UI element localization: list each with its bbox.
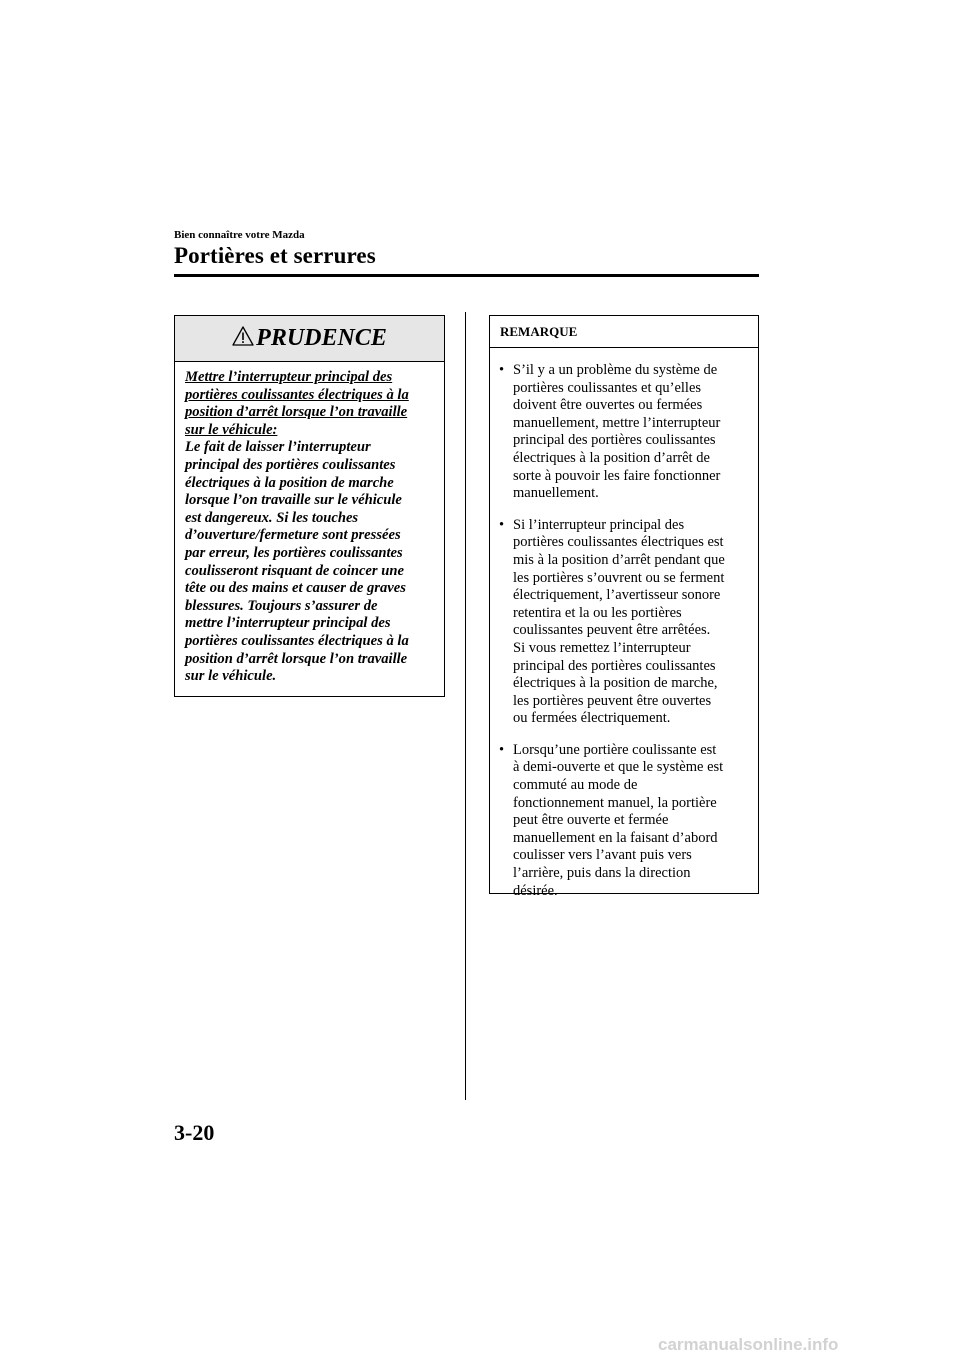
caution-text-line: lorsque l’on travaille sur le véhicule	[185, 492, 402, 509]
note-line: électriques à la position d’arrêt de	[513, 449, 710, 466]
caution-text-line: sur le véhicule.	[185, 668, 277, 685]
note-list	[490, 348, 758, 900]
note-line: les portières s’ouvrent ou se ferment	[513, 569, 725, 586]
note-line: Lorsqu’une portière coulissante est	[513, 741, 717, 758]
note-line: doivent être ouvertes ou fermées	[513, 397, 703, 414]
caution-heading-line: Mettre l’interrupteur principal des	[185, 369, 393, 385]
note-line: principal des portières coulissantes	[513, 657, 716, 674]
caution-heading-line: sur le véhicule:	[185, 421, 278, 438]
bullet-icon: •	[499, 741, 505, 758]
caution-text-line: est dangereux. Si les touches	[185, 509, 359, 526]
note-line: manuellement, mettre l’interrupteur	[513, 414, 721, 431]
note-item	[496, 362, 752, 503]
header-rule	[174, 274, 759, 277]
chapter-title: Portières et serrures	[174, 243, 376, 268]
note-line: fonctionnement manuel, la portière	[513, 794, 717, 811]
caution-text-line: tête ou des mains et causer de graves	[185, 580, 406, 597]
caution-text-line: par erreur, les portières coulissantes	[185, 544, 403, 561]
caution-header	[175, 316, 444, 362]
note-line: l’arrière, puis dans la direction	[513, 865, 691, 882]
note-box	[489, 315, 759, 899]
note-line: coulissantes peuvent être arrêtées.	[513, 622, 711, 639]
note-item	[496, 517, 752, 728]
caution-text	[185, 439, 444, 685]
caution-text-line: coulisseront risquant de coincer une	[185, 562, 404, 579]
note-line: électriquement, l’avertisseur sonore	[513, 587, 721, 604]
column-divider	[465, 312, 466, 1100]
warning-triangle-icon	[232, 326, 254, 346]
note-line: à demi-ouverte et que le système est	[513, 759, 724, 776]
caution-text-line: position d’arrêt lorsque l’on travaille	[185, 650, 408, 667]
note-title: REMARQUE	[490, 316, 758, 348]
caution-heading-line: position d’arrêt lorsque l’on travaille	[185, 404, 408, 421]
caution-text-line: Le fait de laisser l’interrupteur	[185, 439, 371, 456]
caution-text-line: blessures. Toujours s’assurer de	[185, 597, 378, 614]
section-label: Bien connaître votre Mazda	[174, 229, 305, 241]
note-line: retentira et la ou les portières	[513, 604, 682, 621]
caution-heading	[185, 369, 444, 439]
caution-title: PRUDENCE	[256, 325, 387, 351]
note-line: S’il y a un problème du système de	[513, 362, 718, 378]
note-line: Si l’interrupteur principal des	[513, 516, 685, 533]
note-line: portières coulissantes et qu’elles	[513, 379, 702, 396]
note-item	[496, 742, 752, 900]
caution-text-line: mettre l’interrupteur principal des	[185, 615, 391, 632]
note-line: principal des portières coulissantes	[513, 432, 716, 449]
caution-text-line: principal des portières coulissantes	[185, 456, 396, 473]
note-line: commuté au mode de	[513, 777, 638, 794]
note-line: peut être ouverte et fermée	[513, 812, 669, 829]
caution-body	[175, 362, 444, 686]
watermark: carmanualsonline.info	[658, 1335, 839, 1354]
note-line: les portières peuvent être ouvertes	[513, 692, 712, 709]
note-line: désirée.	[513, 882, 558, 899]
note-line: électriques à la position de marche,	[513, 675, 718, 692]
caution-text-line: d’ouverture/fermeture sont pressées	[185, 527, 401, 544]
note-line: ou fermées électriquement.	[513, 710, 671, 727]
note-line: mis à la position d’arrêt pendant que	[513, 551, 725, 568]
caution-box	[174, 315, 445, 697]
caution-heading-line: portières coulissantes électriques à la	[185, 386, 409, 403]
note-line: manuellement en la faisant d’abord	[513, 829, 718, 846]
page-number: 3-20	[174, 1120, 215, 1145]
caution-text-line: électriques à la position de marche	[185, 474, 394, 491]
note-line: Si vous remettez l’interrupteur	[513, 639, 691, 656]
bullet-icon: •	[499, 516, 505, 533]
note-line: portières coulissantes électriques est	[513, 534, 724, 551]
bullet-icon: •	[499, 362, 505, 378]
caution-text-line: portières coulissantes électriques à la	[185, 632, 409, 649]
note-line: coulisser vers l’avant puis vers	[513, 847, 692, 864]
note-line: manuellement.	[513, 485, 599, 502]
note-line: sorte à pouvoir les faire fonctionner	[513, 467, 721, 484]
